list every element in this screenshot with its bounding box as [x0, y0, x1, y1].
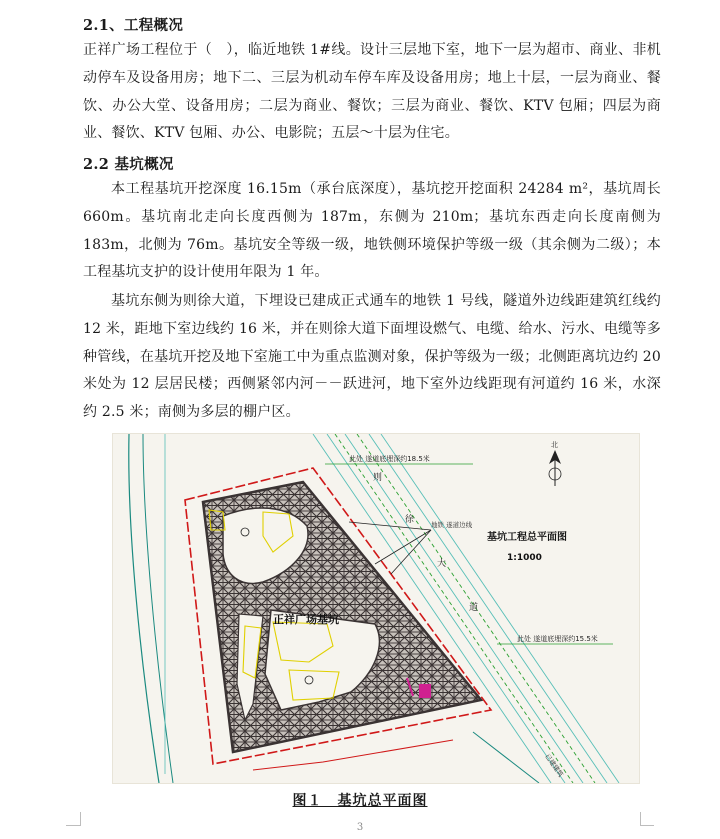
site-plan-drawing: [113, 434, 639, 783]
section-heading-2-1: 2.1、工程概况: [83, 17, 184, 34]
road-char: 大: [437, 559, 447, 569]
south-boundary-line: [253, 740, 453, 770]
road-char: 道: [469, 603, 479, 613]
pit-label: 正祥广场基坑: [273, 613, 339, 626]
figure-scale: 1:1000: [507, 553, 542, 563]
project-overview-paragraph: 正祥广场工程位于（ ），临近地铁 1#线。设计三层地下室，地下一层为超市、商业、非机动停车及设备用房；地下二、三层为机动车停车库及设备用房；地上十层，一层为商业、餐饮、办公大堂、设备用房；二层为商业、餐饮；三层为商业、餐饮、KTV 包厢；四层为商业、餐饮、KTV 包厢、办公、电影院；五层～十层为住宅。: [83, 42, 661, 142]
figure-title: 基坑工程总平面图: [487, 532, 567, 543]
tunnel-depth-label-bottom: 此处 遂道底埋深约15.5米: [517, 635, 598, 643]
figure-caption: 图１ 基坑总平面图: [292, 793, 428, 809]
pit-overview-paragraph-1: 本工程基坑开挖深度 16.15m（承台底深度），基坑挖开挖面积 24284 m²，基坑周长 660m。基坑南北走向长度西侧为 187m，东侧为 210m；基坑东西走向长度南侧为 183m，北侧为 76m。基坑安全等级一级，地铁侧环境保护等级一级（其余侧为二级）；本工程基坑支护的设计使用年限为 1 年。: [83, 181, 661, 281]
river-line: [143, 434, 173, 783]
tunnel-edge-label: 地铁 遂道边线: [431, 521, 473, 529]
magenta-marker: [419, 684, 431, 698]
existing-building-label: 已建建筑: [543, 752, 565, 779]
tunnel-depth-label-top: 此处 遂道底埋深约18.5米: [349, 455, 430, 463]
pit-overview-paragraph-2: 基坑东侧为则徐大道，下埋设已建成正式通车的地铁 1 号线，隧道外边线距建筑红线约 12 米，距地下室边线约 16 米，并在则徐大道下面埋设燃气、电缆、给水、污水、电缆等多种管线，在基坑开挖及地下室施工中为重点监测对象，保护等级为一级；北侧距离坑边约 20 米处为 12 层居民楼；西侧紧邻内河－－跃进河，地下室外边线距现有河道约 16 米，水深约 2.5 米；南侧为多层的棚户区。: [83, 293, 661, 421]
north-label: 北: [551, 441, 558, 449]
north-arrow-icon: [549, 440, 561, 486]
page-number: 3: [356, 822, 364, 833]
road-char: 徐: [405, 515, 415, 525]
road-char: 则: [373, 473, 383, 483]
site-plan-figure: [112, 433, 640, 784]
south-road-line: [473, 732, 539, 783]
section-heading-2-2: 2.2 基坑概况: [83, 156, 174, 173]
